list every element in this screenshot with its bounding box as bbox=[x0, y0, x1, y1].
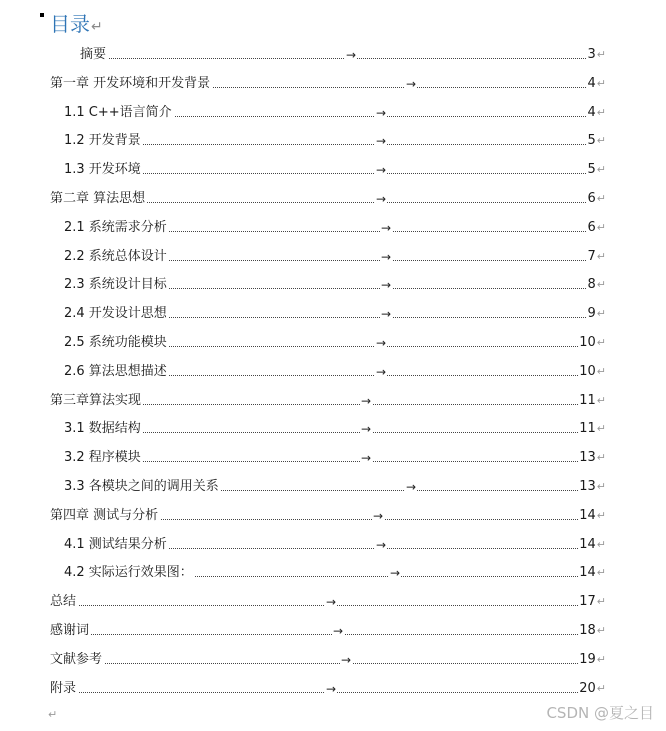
toc-entry[interactable] bbox=[0, 419, 606, 439]
toc-entry[interactable] bbox=[0, 592, 606, 612]
toc-heading-text: 目录 bbox=[50, 12, 90, 36]
page-number-text: 19 bbox=[579, 652, 596, 667]
tab-arrow-icon: → bbox=[360, 391, 372, 411]
paragraph-mark-icon: ↵ bbox=[596, 134, 606, 147]
dot-leader bbox=[74, 461, 592, 462]
toc-entry[interactable] bbox=[0, 131, 606, 151]
paragraph-mark-icon: ↵ bbox=[596, 422, 606, 435]
tab-arrow-icon: → bbox=[345, 45, 357, 65]
paragraph-mark-icon: ↵ bbox=[596, 48, 606, 61]
paragraph-mark-icon: ↵ bbox=[596, 595, 606, 608]
page-number-text: 14 bbox=[579, 565, 596, 580]
toc-entry[interactable] bbox=[0, 362, 606, 382]
toc-entry-title: 总结 bbox=[50, 592, 78, 612]
paragraph-mark-icon: ↵ bbox=[596, 682, 606, 695]
tab-arrow-icon: → bbox=[332, 621, 344, 641]
paragraph-mark-icon: ↵ bbox=[596, 480, 606, 493]
tab-arrow-icon: → bbox=[340, 650, 352, 670]
dot-leader bbox=[74, 173, 592, 174]
toc-entry[interactable] bbox=[0, 448, 606, 468]
page-number-text: 10 bbox=[579, 364, 596, 379]
toc-entry-title: 1.3 开发环境 bbox=[64, 160, 143, 180]
tab-arrow-icon: → bbox=[372, 506, 384, 526]
tab-arrow-icon: → bbox=[405, 74, 417, 94]
toc-entry-title: 2.1 系统需求分析 bbox=[64, 218, 169, 238]
toc-entry-page-number bbox=[587, 275, 607, 295]
toc-entry-title: 第一章 开发环境和开发背景 bbox=[50, 74, 212, 94]
toc-entry-page-number bbox=[578, 391, 606, 411]
page-number-text: 11 bbox=[579, 393, 596, 408]
paragraph-mark-icon: ↵ bbox=[596, 365, 606, 378]
paragraph-mark-icon: ↵ bbox=[596, 221, 606, 234]
toc-entry[interactable] bbox=[0, 621, 606, 641]
toc-entry[interactable] bbox=[0, 74, 606, 94]
paragraph-mark-icon: ↵ bbox=[596, 451, 606, 464]
tab-arrow-icon: → bbox=[405, 477, 417, 497]
page-number-text: 8 bbox=[587, 277, 596, 292]
toc-entry-title: 附录 bbox=[50, 679, 78, 699]
tab-arrow-icon: → bbox=[380, 304, 392, 324]
page-number-text: 14 bbox=[579, 537, 596, 552]
toc-entry[interactable] bbox=[0, 650, 606, 670]
toc-entry[interactable] bbox=[0, 506, 606, 526]
tab-arrow-icon: → bbox=[380, 247, 392, 267]
paragraph-mark-icon: ↵ bbox=[596, 163, 606, 176]
toc-entry-title: 2.3 系统设计目标 bbox=[64, 275, 169, 295]
page-number-text: 20 bbox=[579, 681, 596, 696]
tab-arrow-icon: → bbox=[375, 131, 387, 151]
paragraph-mark-icon: ↵ bbox=[596, 250, 606, 263]
toc-entry-page-number bbox=[587, 74, 607, 94]
toc-entry[interactable] bbox=[0, 189, 606, 209]
page-number-text: 6 bbox=[587, 191, 596, 206]
dot-leader bbox=[74, 144, 592, 145]
page-number-text: 13 bbox=[579, 479, 596, 494]
toc-entry[interactable] bbox=[0, 103, 606, 123]
toc-entry[interactable] bbox=[0, 679, 606, 699]
paragraph-mark-icon: ↵ bbox=[48, 708, 58, 721]
toc-heading bbox=[50, 11, 103, 40]
page-number-text: 10 bbox=[579, 335, 596, 350]
tab-arrow-icon: → bbox=[375, 535, 387, 555]
tab-arrow-icon: → bbox=[325, 592, 337, 612]
toc-entry[interactable] bbox=[0, 160, 606, 180]
page-number-text: 11 bbox=[579, 421, 596, 436]
paragraph-mark-icon: ↵ bbox=[91, 19, 103, 35]
toc-entry-page-number bbox=[587, 45, 607, 65]
page-number-text: 5 bbox=[587, 162, 596, 177]
toc-entry-title: 2.5 系统功能模块 bbox=[64, 333, 169, 353]
tab-arrow-icon: → bbox=[380, 218, 392, 238]
toc-entry-page-number bbox=[587, 103, 607, 123]
toc-entry-page-number bbox=[578, 621, 606, 641]
toc-entry-page-number bbox=[587, 218, 607, 238]
toc-entry-title: 2.2 系统总体设计 bbox=[64, 247, 169, 267]
toc-entry-page-number bbox=[578, 506, 606, 526]
page-number-text: 6 bbox=[587, 220, 596, 235]
page-number-text: 17 bbox=[579, 594, 596, 609]
toc-entry-page-number bbox=[578, 362, 606, 382]
toc-entry[interactable] bbox=[0, 275, 606, 295]
toc-entry-title: 感谢词 bbox=[50, 621, 91, 641]
toc-entry-title: 摘要 bbox=[80, 45, 108, 65]
paragraph-mark-icon: ↵ bbox=[596, 509, 606, 522]
toc-entry-title: 4.1 测试结果分析 bbox=[64, 535, 169, 555]
toc-entry-page-number bbox=[587, 189, 607, 209]
toc-entry-page-number bbox=[578, 419, 606, 439]
page-number-text: 9 bbox=[587, 306, 596, 321]
toc-entry-page-number bbox=[578, 535, 606, 555]
paragraph-mark-icon: ↵ bbox=[596, 538, 606, 551]
paragraph-mark-icon: ↵ bbox=[596, 336, 606, 349]
tab-arrow-icon: → bbox=[380, 275, 392, 295]
toc-entry[interactable] bbox=[0, 247, 606, 267]
toc-entry-title: 3.1 数据结构 bbox=[64, 419, 143, 439]
toc-entry[interactable] bbox=[0, 563, 606, 583]
page-number-text: 5 bbox=[587, 133, 596, 148]
toc-entry-page-number bbox=[578, 563, 606, 583]
toc-entry-page-number bbox=[578, 448, 606, 468]
dot-leader bbox=[90, 58, 592, 59]
watermark: CSDN @夏之目 bbox=[546, 704, 654, 722]
toc-entry[interactable] bbox=[0, 477, 606, 497]
toc-entry-title: 1.1 C++语言简介 bbox=[64, 103, 174, 123]
toc-entry[interactable] bbox=[0, 218, 606, 238]
toc-entry-page-number bbox=[578, 592, 606, 612]
toc-entry[interactable] bbox=[0, 535, 606, 555]
toc-entry-page-number bbox=[587, 160, 607, 180]
toc-entry-page-number bbox=[578, 333, 606, 353]
paragraph-mark-icon: ↵ bbox=[596, 307, 606, 320]
tab-arrow-icon: → bbox=[375, 160, 387, 180]
paragraph-mark-icon: ↵ bbox=[596, 77, 606, 90]
toc-entry-title: 3.3 各模块之间的调用关系 bbox=[64, 477, 221, 497]
tab-arrow-icon: → bbox=[375, 103, 387, 123]
toc-entry-page-number bbox=[578, 679, 606, 699]
page-number-text: 4 bbox=[587, 76, 596, 91]
tab-arrow-icon: → bbox=[389, 563, 401, 583]
toc-entry-page-number bbox=[587, 304, 607, 324]
paragraph-mark-icon: ↵ bbox=[596, 566, 606, 579]
page-number-text: 13 bbox=[579, 450, 596, 465]
page-number-text: 14 bbox=[579, 508, 596, 523]
page-number-text: 7 bbox=[587, 249, 596, 264]
paragraph-mark-icon: ↵ bbox=[596, 192, 606, 205]
toc-entry[interactable] bbox=[0, 45, 606, 65]
toc-entry[interactable] bbox=[0, 391, 606, 411]
paragraph-mark-icon: ↵ bbox=[596, 653, 606, 666]
toc-entry-page-number bbox=[578, 477, 606, 497]
page-number-text: 3 bbox=[587, 47, 596, 62]
toc-entry-title: 2.6 算法思想描述 bbox=[64, 362, 169, 382]
toc-entry-title: 4.2 实际运行效果图： bbox=[64, 563, 195, 583]
paragraph-mark-icon: ↵ bbox=[596, 278, 606, 291]
toc-entry-title: 3.2 程序模块 bbox=[64, 448, 143, 468]
toc-entry[interactable] bbox=[0, 333, 606, 353]
text-boundary-mark bbox=[40, 13, 44, 17]
toc-entry-title: 2.4 开发设计思想 bbox=[64, 304, 169, 324]
toc-entry[interactable] bbox=[0, 304, 606, 324]
toc-entry-page-number bbox=[587, 247, 607, 267]
dot-leader bbox=[60, 663, 592, 664]
toc-entry-title: 第四章 测试与分析 bbox=[50, 506, 160, 526]
paragraph-mark-icon: ↵ bbox=[596, 624, 606, 637]
tab-arrow-icon: → bbox=[375, 189, 387, 209]
toc-entry-page-number bbox=[578, 650, 606, 670]
page-number-text: 4 bbox=[587, 105, 596, 120]
page-number-text: 18 bbox=[579, 623, 596, 638]
dot-leader bbox=[74, 432, 592, 433]
toc-entry-title: 文献参考 bbox=[50, 650, 104, 670]
toc-entry-title: 第三章算法实现 bbox=[50, 391, 143, 411]
paragraph-mark-icon: ↵ bbox=[596, 106, 606, 119]
tab-arrow-icon: → bbox=[360, 448, 372, 468]
paragraph-mark-icon: ↵ bbox=[596, 394, 606, 407]
tab-arrow-icon: → bbox=[325, 679, 337, 699]
tab-arrow-icon: → bbox=[375, 362, 387, 382]
toc-entry-page-number bbox=[587, 131, 607, 151]
toc-entry-title: 第二章 算法思想 bbox=[50, 189, 147, 209]
dot-leader bbox=[60, 634, 592, 635]
tab-arrow-icon: → bbox=[375, 333, 387, 353]
tab-arrow-icon: → bbox=[360, 419, 372, 439]
toc-entry-title: 1.2 开发背景 bbox=[64, 131, 143, 151]
